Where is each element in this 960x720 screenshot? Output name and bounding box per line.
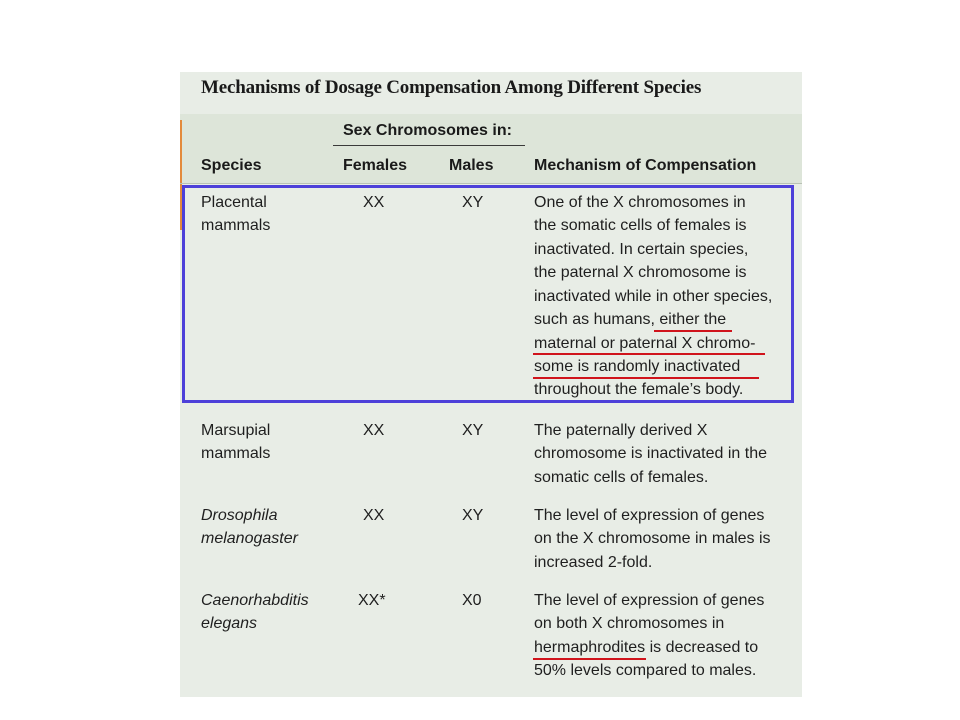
species-line: mammals — [201, 445, 271, 462]
males-cell: XY — [462, 422, 484, 439]
mechanism-line: inactivated while in other species, — [534, 288, 773, 305]
highlight-box — [182, 185, 794, 403]
mechanism-line: such as humans, either the — [534, 311, 727, 328]
mechanism-line: hermaphrodites is decreased to — [534, 639, 759, 656]
mechanism-line: the paternal X chromosome is — [534, 264, 747, 281]
species-line: mammals — [201, 217, 271, 234]
mechanism-line: 50% levels compared to males. — [534, 662, 757, 679]
species-line: Placental — [201, 194, 267, 211]
mechanism-line: The level of expression of genes — [534, 507, 765, 524]
females-cell: XX — [363, 422, 385, 439]
annotation-underline — [533, 658, 646, 660]
species-line: Caenorhabditis — [201, 592, 309, 609]
header-males: Males — [449, 157, 494, 174]
header-sex-chromosomes-in: Sex Chromosomes in: — [343, 122, 512, 139]
mechanism-line: chromosome is inactivated in the — [534, 445, 767, 462]
mechanism-line: The paternally derived X — [534, 422, 708, 439]
males-cell: X0 — [462, 592, 482, 609]
header-females: Females — [343, 157, 408, 174]
males-cell: XY — [462, 194, 484, 211]
dosage-compensation-table — [180, 72, 802, 697]
species-line: elegans — [201, 615, 258, 632]
header-sex-chromosomes-rule — [333, 145, 525, 146]
species-line: melanogaster — [201, 530, 298, 547]
mechanism-line: One of the X chromosomes in — [534, 194, 746, 211]
mechanism-line: increased 2-fold. — [534, 554, 653, 571]
mechanism-line: the somatic cells of females is — [534, 217, 747, 234]
mechanism-line: maternal or paternal X chromo- — [534, 335, 756, 352]
mechanism-line: throughout the female’s body. — [534, 381, 744, 398]
mechanism-line: somatic cells of females. — [534, 469, 709, 486]
species-line: Marsupial — [201, 422, 271, 439]
females-cell: XX — [363, 507, 385, 524]
species-line: Drosophila — [201, 507, 278, 524]
males-cell: XY — [462, 507, 484, 524]
mechanism-line: The level of expression of genes — [534, 592, 765, 609]
header-divider — [180, 183, 802, 184]
females-cell: XX* — [358, 592, 386, 609]
females-cell: XX — [363, 194, 385, 211]
mechanism-line: inactivated. In certain species, — [534, 241, 749, 258]
header-species: Species — [201, 157, 262, 174]
table-title: Mechanisms of Dosage Compensation Among Different Species — [201, 77, 702, 98]
header-mechanism: Mechanism of Compensation — [534, 157, 757, 174]
mechanism-line: on the X chromosome in males is — [534, 530, 771, 547]
mechanism-line: on both X chromosomes in — [534, 615, 725, 632]
mechanism-line: some is randomly inactivated — [534, 358, 741, 375]
